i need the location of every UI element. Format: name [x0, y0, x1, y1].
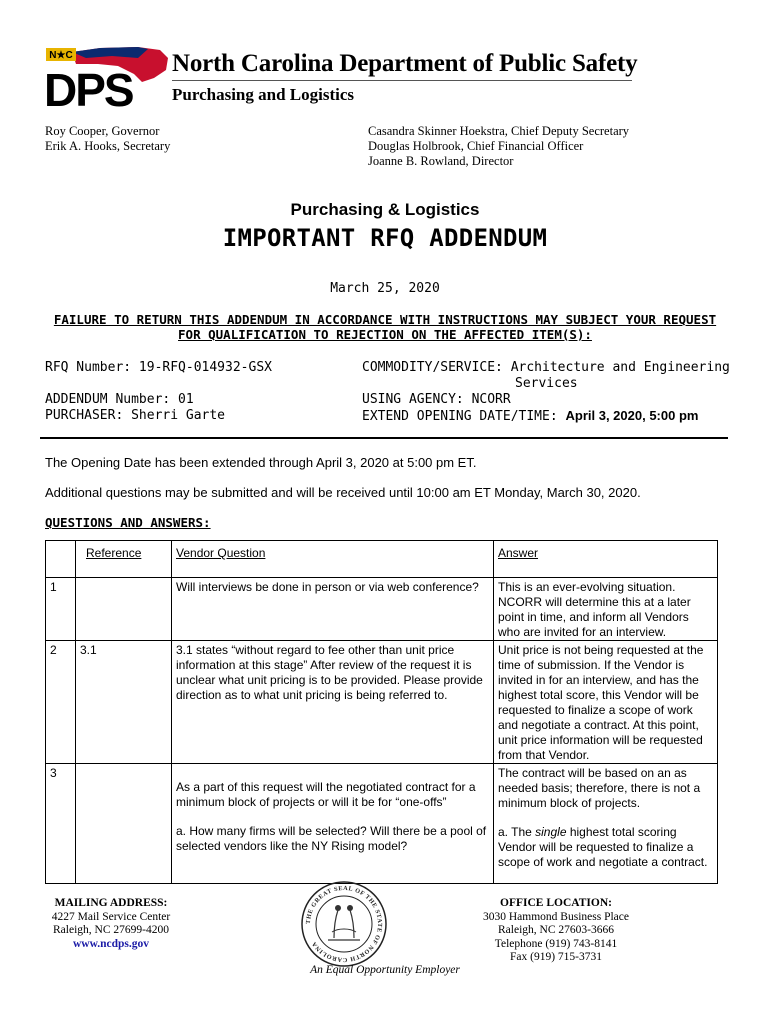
mailing-line: 4227 Mail Service Center	[51, 910, 171, 923]
office-line: Raleigh, NC 27603-3666	[498, 924, 614, 936]
header-vendor-question: Vendor Question	[172, 541, 494, 578]
office-fax: Fax (919) 715-3731	[510, 951, 602, 963]
extension-paragraph: The Opening Date has been extended through April 3, 2020 at 5:00 pm ET.	[45, 455, 477, 470]
table-row	[46, 641, 718, 764]
header-divider	[172, 80, 632, 81]
office-location	[476, 897, 636, 965]
state-seal-icon	[300, 880, 388, 968]
qa-heading: QUESTIONS AND ANSWERS:	[45, 515, 211, 530]
purchaser: PURCHASER: Sherri Garte	[45, 408, 226, 423]
header-num	[46, 541, 76, 578]
opening-date-time	[362, 408, 730, 425]
row-reference	[76, 764, 172, 884]
document-date: March 25, 2020	[330, 281, 440, 296]
official-governor: Roy Cooper, Governor	[45, 124, 160, 138]
left-officials	[45, 124, 170, 154]
row-reference: 3.1	[76, 641, 172, 764]
rfq-number: RFQ Number: 19-RFQ-014932-GSX	[45, 360, 272, 375]
row-reference	[76, 578, 172, 641]
row-question: Will interviews be done in person or via web conference?	[172, 578, 494, 641]
row-question: 3.1 states “without regard to fee other than unit price information at this stage” After review of the request it is unclear what unit pricing is to be provided. Please provide direction as to what unit pricing is being referred to.	[172, 641, 494, 764]
commodity-service: COMMODITY/SERVICE: Architecture and Engineering	[362, 360, 730, 375]
document-title: IMPORTANT RFQ ADDENDUM	[222, 224, 548, 252]
mailing-heading: MAILING ADDRESS:	[54, 897, 168, 909]
opening-label: EXTEND OPENING DATE/TIME:	[362, 409, 566, 424]
office-line: 3030 Hammond Business Place	[483, 910, 629, 923]
agency-name: North Carolina Department of Public Safety	[172, 50, 638, 77]
row-answer: This is an ever-evolving situation. NCORR will determine this at a later point in time, and inform all Vendors who are invited for an interview.	[494, 578, 718, 641]
qa-table-header	[46, 541, 718, 578]
emphasis-single: single	[535, 825, 567, 839]
row-answer	[494, 764, 718, 884]
row-number: 3	[46, 764, 76, 884]
equal-opportunity-statement: An Equal Opportunity Employer	[310, 964, 460, 976]
rejection-warning: FAILURE TO RETURN THIS ADDENDUM IN ACCORDANCE WITH INSTRUCTIONS MAY SUBJECT YOUR REQUEST FOR QUALIFICATION TO REJECTION ON THE AFFECTED ITEM(S):	[53, 312, 717, 342]
right-officials	[368, 124, 629, 169]
table-row	[46, 578, 718, 641]
svg-text:THE GREAT SEAL OF THE STATE OF	[305, 885, 383, 963]
info-divider	[40, 437, 728, 439]
question-part-a: a. How many firms will be selected? Will there be a pool of selected vendors like the NY Rising model?	[176, 824, 487, 853]
office-telephone: Telephone (919) 743-8141	[494, 937, 618, 950]
ncdps-logo	[42, 44, 170, 110]
header-answer: Answer	[494, 541, 718, 578]
row-question	[172, 764, 494, 884]
logo-text: DPS	[44, 64, 133, 110]
row-number: 2	[46, 641, 76, 764]
commodity-service-cont: Services	[515, 376, 578, 391]
official-deputy-secretary: Casandra Skinner Hoekstra, Chief Deputy Secretary	[368, 124, 630, 138]
mailing-address	[42, 897, 180, 951]
header-reference: Reference	[76, 541, 172, 578]
website-link[interactable]: www.ncdps.gov	[72, 937, 150, 950]
rfq-info-right	[362, 360, 730, 425]
qa-table	[45, 540, 718, 884]
seal-ring-text: THE GREAT SEAL OF THE STATE OF NORTH CAROLINA	[304, 884, 384, 964]
logo-badge-text: N★C	[49, 50, 73, 61]
table-row	[46, 764, 718, 884]
rfq-info-left	[45, 360, 272, 424]
official-director: Joanne B. Rowland, Director	[368, 154, 514, 168]
mailing-line: Raleigh, NC 27699-4200	[53, 924, 169, 936]
official-cfo: Douglas Holbrook, Chief Financial Officer	[368, 139, 584, 153]
answer-part-a: a. The single highest total scoring Vendor will be requested to finalize a scope of work and negotiate a contract.	[498, 825, 708, 869]
questions-deadline-paragraph: Additional questions may be submitted and will be received until 10:00 am ET Monday, March 30, 2020.	[45, 485, 641, 500]
official-secretary: Erik A. Hooks, Secretary	[45, 139, 171, 153]
office-heading: OFFICE LOCATION:	[500, 897, 612, 909]
division-name: Purchasing and Logistics	[172, 85, 355, 104]
row-number: 1	[46, 578, 76, 641]
answer-part-main: The contract will be based on an as needed basis; therefore, there is not a minimum block of projects.	[498, 766, 701, 810]
using-agency: USING AGENCY: NCORR	[362, 392, 511, 407]
question-part-main: As a part of this request will the negotiated contract for a minimum block of projects or will it be for “one-offs”	[176, 780, 476, 809]
opening-value: April 3, 2020, 5:00 pm	[565, 408, 699, 423]
row-answer: Unit price is not being requested at the time of submission. If the Vendor is invited in for an interview, and has the highest total score, this Vendor will be requested to finalize a scope of work and negotiate a contract. At this point, unit price information will be requested from that Vendor.	[494, 641, 718, 764]
addendum-number: ADDENDUM Number: 01	[45, 392, 194, 407]
section-title: Purchasing & Logistics	[290, 200, 480, 219]
